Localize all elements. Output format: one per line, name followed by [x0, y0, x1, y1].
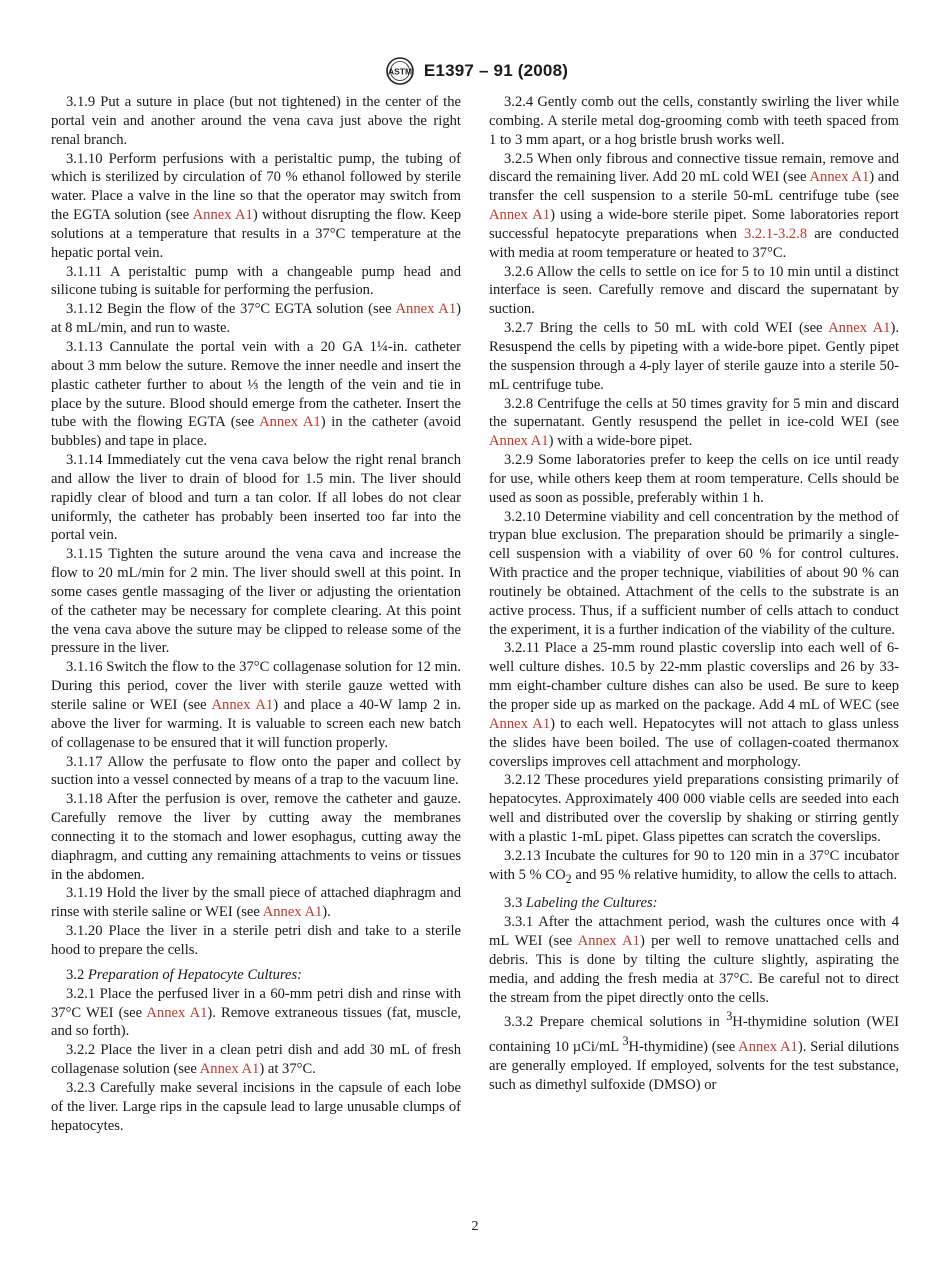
- para-3-1-19: 3.1.19 Hold the liver by the small piece of attached diaphragm and rinse with sterile saline or WEI (see Annex A1).: [51, 885, 461, 921]
- right-column: [489, 93, 899, 1095]
- page-number: 2: [471, 1219, 479, 1234]
- astm-logo-icon: [382, 56, 418, 86]
- para-3-3-2: 3.3.2 Prepare chemical solutions in $^3$H-thymidine solution (WEI containing 10 µCi/mL $^3$H-thymidine) (see Annex A1). Serial dilutions are generally employed. If employed, solvents for the test substance, such as dimethyl sulfoxide (DMSO) or: [489, 1009, 899, 1093]
- para-3-1-18: 3.1.18 After the perfusion is over, remove the catheter and gauze. Carefully remove the liver by cutting away the membranes connecting it to the stomach and lower esophagus, cutting away the diaphragm, and cutting any remaining attachments to veins or tissues in the abdomen.: [51, 791, 461, 883]
- para-3-1-15: 3.1.15 Tighten the suture around the vena cava and increase the flow to 20 mL/min for 2 min. The liver should swell at this point. In some cases gentle massaging of the liver or adjusting the orientation of the catheter may be necessary for complete clearing. At this point the vena cava above the suture may be clipped to release some of the pressure in the liver.: [51, 546, 461, 657]
- para-3-2-12: 3.2.12 These procedures yield preparations consisting primarily of hepatocytes. Approximately 400 000 viable cells are seeded into each well and distributed over the coverslip by shaking or stirring gently with a plastic 1-mL pipet. Glass pipettes can scratch the coverslips.: [489, 772, 899, 845]
- para-3-2-7: 3.2.7 Bring the cells to 50 mL with cold WEI (see Annex A1). Resuspend the cells by pipeting with a wide-bore pipet. Gently pipet the suspension through a 4-ply layer of sterile gauze into a sterile 50-mL centrifuge tube.: [489, 320, 899, 393]
- para-3-2-5: 3.2.5 When only fibrous and connective tissue remain, remove and discard the remaining liver. Add 20 mL cold WEI (see Annex A1) and transfer the cell suspension to a sterile 50-mL centrifuge tube (see Annex A1) using a wide-bore sterile pipet. Some laboratories report successful hepatocyte preparations when 3.2.1-3.2.8 are conducted with media at room temperature or heated to 37°C.: [489, 150, 900, 261]
- annex-a1-link[interactable]: Annex A1: [809, 169, 870, 186]
- para-3-2-9: 3.2.9 Some laboratories prefer to keep the cells on ice until ready for use, while others keep them at room temperature. Cells should be used as soon as possible, preferably within 1 h.: [489, 452, 899, 506]
- para-3-2-3: 3.2.3 Carefully make several incisions in the capsule of each lobe of the liver. Large rips in the capsule lead to large unusable clumps of hepatocytes.: [51, 1079, 461, 1134]
- para-3-1-10: 3.1.10 Perform perfusions with a peristaltic pump, the tubing of which is sterilized by circulation of 70 % ethanol followed by sterile water. Place a valve in the line so that the operator may switch from the EGTA solution (see Annex A1) without disrupting the flow. Keep solutions at a temperature that results in a 37°C temperature at the hepatic portal vein.: [51, 150, 461, 261]
- para-3-2-1: 3.2.1 Place the perfused liver in a 60-mm petri dish and rinse with 37°C WEI (see Annex A1). Remove extraneous tissues (fat, muscle, and so forth).: [51, 985, 461, 1040]
- annex-a1-link[interactable]: Annex A1: [577, 933, 640, 950]
- annex-a1-link[interactable]: Annex A1: [199, 1061, 260, 1078]
- annex-a1-link[interactable]: Annex A1: [489, 433, 549, 450]
- annex-a1-link[interactable]: Annex A1: [489, 207, 551, 224]
- para-3-1-20: 3.1.20 Place the liver in a sterile petri dish and take to a sterile hood to prepare the cells.: [51, 923, 461, 958]
- para-3-2-6: 3.2.6 Allow the cells to settle on ice for 5 to 10 min until a distinct interface is seen. Carefully remove and discard the supernatant by suction.: [489, 263, 899, 318]
- section-3-3-heading: 3.3 Labeling the Cultures:: [504, 895, 658, 912]
- para-3-2-2: 3.2.2 Place the liver in a clean petri dish and add 30 mL of fresh collagenase solution (see Annex A1) at 37°C.: [51, 1042, 461, 1078]
- para-3-1-17: 3.1.17 Allow the perfusate to flow onto the paper and collect by suction into a vessel connected by means of a trap to the vacuum line.: [51, 753, 461, 789]
- section-3-2-heading: 3.2 Preparation of Hepatocyte Cultures:: [66, 966, 303, 983]
- annex-a1-link[interactable]: Annex A1: [259, 414, 321, 431]
- para-3-1-14: 3.1.14 Immediately cut the vena cava below the right renal branch and allow the liver to drain of blood for 1.5 min. The liver should rapidly clear of blood and turn a tan color. If all lobes do not clear uniformly, the catheter has probably been inserted too far into the portal vein.: [51, 452, 461, 544]
- annex-a1-link[interactable]: Annex A1: [395, 301, 457, 318]
- para-3-1-12: 3.1.12 Begin the flow of the 37°C EGTA solution (see Annex A1) at 8 mL/min, and run to waste.: [51, 301, 461, 337]
- page-header: [0, 56, 950, 86]
- para-3-2-13: 3.2.13 Incubate the cultures for 90 to 120 min in a 37°C incubator with 5 % $CO_2$ and 95 % relative humidity, to allow the cells to attach.: [489, 847, 899, 886]
- para-3-1-11: 3.1.11 A peristaltic pump with a changeable pump head and silicone tubing is suitable for performing the perfusion.: [51, 263, 461, 299]
- para-3-2-11: 3.2.11 Place a 25-mm round plastic coverslip into each well of 6-well culture dishes. 10.5 by 22-mm plastic coverslips and 26 by 33-mm eight-chamber culture dishes can also be used. Be sure to keep the proper side up as marked on the package. Add 4 mL of WEC (see Annex A1) to each well. Hepatocytes will not attach to glass unless the slides have been boiled. The use of collagen-coated thermanox coverslips improves cell attachment and morphology.: [489, 640, 899, 770]
- annex-a1-link[interactable]: Annex A1: [192, 207, 253, 224]
- annex-a1-link[interactable]: Annex A1: [738, 1038, 798, 1055]
- standard-designation: E1397 – 91 (2008): [423, 61, 569, 80]
- left-column: [51, 93, 461, 1135]
- annex-a1-link[interactable]: Annex A1: [146, 1004, 208, 1021]
- para-3-1-9: 3.1.9 Put a suture in place (but not tightened) in the center of the portal vein and another around the vena cava just above the right renal branch.: [51, 94, 461, 148]
- para-3-1-16: 3.1.16 Switch the flow to the 37°C collagenase solution for 12 min. During this period, cover the liver with sterile gauze wetted with sterile saline or WEI (see Annex A1) and place a 40-W lamp 2 in. above the liver for warming. It is valuable to screen each new batch of collagenase to be ensured that it will function properly.: [51, 659, 461, 751]
- para-3-2-10: 3.2.10 Determine viability and cell concentration by the method of trypan blue exclusion. The preparation should be primarily a single-cell suspension with a viability of over 60 % for control cultures. With practice and the proper technique, viabilities of about 90 % can routinely be obtained. Attachment of the cells to the substrate is an active process. Thus, if a sufficient number of cells attach to conduct the experiment, it is a further indication of the viability of the culture.: [489, 508, 899, 638]
- annex-a1-link[interactable]: Annex A1: [828, 320, 891, 337]
- annex-a1-link[interactable]: Annex A1: [211, 697, 274, 713]
- section-range-link[interactable]: 3.2.1-3.2.8: [743, 225, 808, 242]
- annex-a1-link[interactable]: Annex A1: [262, 904, 323, 921]
- annex-a1-link[interactable]: Annex A1: [489, 715, 551, 732]
- logo-text: ASTM: [387, 66, 412, 77]
- para-3-2-4: 3.2.4 Gently comb out the cells, constantly swirling the liver while combing. A sterile metal dog-grooming comb with teeth spaced from 1 to 3 mm apart, or a hog bristle brush works well.: [489, 94, 899, 148]
- para-3-2-8: 3.2.8 Centrifuge the cells at 50 times gravity for 5 min and discard the supernatant. Gently resuspend the pellet in ice-cold WEI (see Annex A1) with a wide-bore pipet.: [489, 395, 899, 450]
- para-3-1-13: 3.1.13 Cannulate the portal vein with a 20 GA 1¼-in. catheter about 3 mm below the suture. Remove the inner needle and insert the plastic catheter further to about ⅓ the length of the vein and tie in place by the suture. Blood should emerge from the catheter. Insert the tube with the flowing EGTA (see Annex A1) in the catheter (avoid bubbles) and tape in place.: [51, 338, 462, 450]
- para-3-3-1: 3.3.1 After the attachment period, wash the cultures once with 4 mL WEI (see Annex A1) per well to remove unattached cells and debris. This is done by tilting the culture slightly, aspirating the media, and adding the fresh media at 37°C. Be careful not to direct the stream from the pipet directly onto the cells.: [489, 914, 899, 1006]
